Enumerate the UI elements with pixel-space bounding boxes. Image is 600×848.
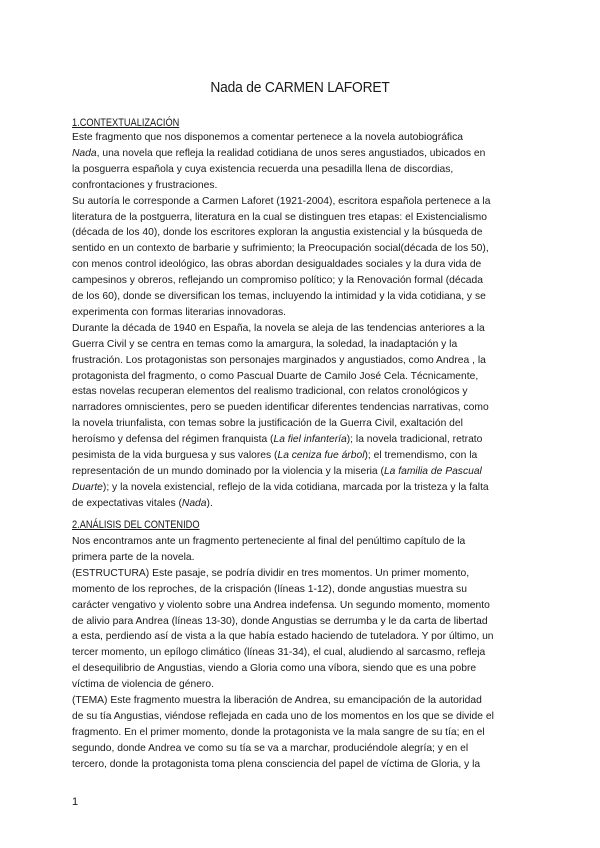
text-run: con menos control ideológico, las obras abordan desigualdades sociales y la dura vida de bbox=[72, 259, 482, 271]
text-run: representación de un mundo dominado por la violencia y la miseria ( bbox=[72, 465, 384, 477]
body-text-line bbox=[72, 322, 485, 336]
body-text-line bbox=[72, 385, 468, 399]
body-text-line bbox=[72, 662, 476, 676]
italic-title-text: La fiel infantería bbox=[273, 434, 347, 446]
body-text-line bbox=[72, 147, 485, 161]
text-run: a esta, perdiendo así de vista a la que había estado haciendo de tuteladora. Y por último, un bbox=[72, 631, 494, 643]
text-run: de expectativas vitales ( bbox=[72, 497, 182, 509]
text-run: Guerra Civil y se centra en temas como la amargura, la soledad, la inadaptación y la bbox=[72, 338, 458, 350]
body-text-line bbox=[72, 274, 483, 288]
text-run: (ESTRUCTURA) Este pasaje, se podría dividir en tres momentos. Un primer momento, bbox=[72, 567, 470, 579]
body-text-line bbox=[72, 551, 195, 565]
body-text-line bbox=[72, 583, 467, 597]
text-run: momento de los reproches, de la crispación (líneas 1-12), donde angustias muestra su bbox=[72, 583, 467, 595]
text-run: fragmento. En el primer momento, donde la protagonista ve la mala sangre de su tía; en el bbox=[72, 726, 485, 738]
body-text-line bbox=[72, 179, 217, 193]
text-run: carácter vengativo y violento sobre una Andrea indefensa. Un segundo momento, momento bbox=[72, 599, 490, 611]
text-run: de su tía Angustias, viéndose reflejada en cada uno de los momentos en los que se divide el bbox=[72, 710, 494, 722]
text-run: campesinos y obreros, reflejando un compromiso político; y la Renovación formal (década bbox=[72, 275, 483, 287]
text-run: segundo, donde Andrea ve como su tía se va a marchar, produciéndole alegría; y en el bbox=[72, 742, 469, 754]
body-text-line bbox=[72, 742, 468, 756]
italic-title-text: Duarte bbox=[72, 481, 103, 493]
text-run: experimenta con formas literarias innovadoras. bbox=[72, 306, 287, 318]
text-run: ). bbox=[206, 497, 213, 509]
body-text-line bbox=[72, 306, 286, 320]
body-text-line bbox=[72, 354, 486, 368]
text-run: Este fragmento que nos disponemos a comentar pertenece a la novela autobiográfica bbox=[72, 132, 463, 143]
text-run: Su autoría le corresponde a Carmen Laforet (1921-2004), escritora española pertenece a la bbox=[72, 195, 491, 207]
body-text-line bbox=[72, 646, 485, 660]
text-run: ); la novela tradicional, retrato bbox=[346, 434, 483, 446]
italic-title-text: Nada bbox=[181, 497, 207, 509]
italic-title-text: Nada bbox=[72, 147, 97, 159]
text-run: Nos encontramos ante un fragmento perteneciente al final del penúltimo capítulo de la bbox=[72, 536, 466, 547]
text-run: pesimista de la vida burguesa y sus valores ( bbox=[72, 450, 278, 461]
body-text-line bbox=[72, 338, 457, 352]
body-text-line bbox=[72, 465, 482, 479]
body-text-line bbox=[72, 710, 494, 724]
body-text-line bbox=[72, 290, 486, 304]
body-text-line bbox=[72, 599, 490, 613]
body-text-line bbox=[72, 481, 489, 495]
body-text-line bbox=[72, 195, 490, 209]
text-run: estas novelas recuperan elementos del realismo tradicional, con relatos cronológicos y bbox=[72, 386, 468, 398]
body-text-line bbox=[72, 433, 482, 447]
body-text-line bbox=[72, 226, 482, 240]
text-run: tercer momento, un epílogo climático (líneas 31-34), el cual, aludiendo al sarcasmo, refleja bbox=[72, 647, 486, 659]
text-run: la posguerra española y cuya existencia recuerda una pesadilla llena de discordias, bbox=[72, 163, 454, 175]
body-text-line bbox=[72, 401, 489, 415]
body-text-line bbox=[72, 694, 482, 708]
text-run: narradores omniscientes, pero se pueden identificar diferentes tendencias narrativas, como bbox=[72, 402, 489, 414]
body-text-line bbox=[72, 535, 465, 549]
body-text-line bbox=[72, 417, 463, 431]
section-heading: 2.ANÁLISIS DEL CONTENIDO bbox=[72, 519, 200, 531]
text-run: ); y la novela existencial, reflejo de la vida cotidiana, marcada por la tristeza y la falta bbox=[102, 481, 489, 493]
text-run: la novela triunfalista, con temas sobre la justificación de la Guerra Civil, exaltación del bbox=[72, 418, 463, 430]
body-text-line bbox=[72, 211, 487, 225]
body-text-line bbox=[72, 131, 463, 145]
text-run: (TEMA) Este fragmento muestra la liberación de Andrea, su emancipación de la autoridad bbox=[72, 695, 482, 706]
text-run: de alivio para Andrea (líneas 13-30), donde Angustias se derrumba y le da carta de libertad bbox=[72, 615, 488, 627]
document-title: Nada de CARMEN LAFORET bbox=[210, 79, 390, 96]
text-run: de los 60), donde se diversifican los temas, incluyendo la intimidad y la vida cotidiana, y se bbox=[72, 291, 486, 302]
text-run: primera parte de la novela. bbox=[72, 551, 195, 563]
body-text-line bbox=[72, 630, 494, 644]
italic-title-text: La ceniza fue árbol bbox=[277, 450, 365, 461]
section-heading: 1.CONTEXTUALIZACIÓN bbox=[72, 117, 180, 129]
text-run: víctima de violencia de género. bbox=[72, 679, 214, 691]
text-run: (década de los 40), donde los escritores exploran la angustia existencial y la búsqueda de bbox=[72, 227, 483, 239]
body-text-line bbox=[72, 258, 481, 272]
text-run: tercero, donde la protagonista toma plena consciencia del papel de víctima de Gloria, y la bbox=[72, 758, 481, 770]
italic-title-text: La familia de Pascual bbox=[383, 465, 482, 477]
text-run: protagonista del fragmento, o como Pascual Duarte de Camilo José Cela. Técnicamente, bbox=[72, 370, 479, 382]
text-run: confrontaciones y frustraciones. bbox=[72, 179, 218, 191]
body-text-line bbox=[72, 567, 469, 581]
text-run: heroísmo y defensa del régimen franquista ( bbox=[72, 434, 274, 446]
text-run: el desequilibrio de Angustias, viendo a Gloria como una víbora, siendo que es una pobre bbox=[72, 663, 477, 675]
text-run: sentido en un contexto de barbarie y sufrimiento; la Preocupación social(década de los 50), bbox=[72, 243, 489, 255]
text-run: Durante la década de 1940 en España, la novela se aleja de las tendencias anteriores a la bbox=[72, 322, 485, 334]
body-text-line bbox=[72, 449, 477, 463]
text-run: ); el tremendismo, con la bbox=[364, 450, 478, 461]
page-number: 1 bbox=[72, 796, 79, 808]
body-text-line bbox=[72, 678, 214, 692]
text-run: , una novela que refleja la realidad cotidiana de unos seres angustiados, ubicados en bbox=[96, 147, 486, 159]
text-run: literatura de la postguerra, literatura en la cual se distinguen tres etapas: el Existencialismo bbox=[72, 211, 487, 223]
body-text-line bbox=[72, 497, 213, 511]
body-text-line bbox=[72, 726, 485, 740]
body-text-line bbox=[72, 370, 478, 384]
body-text-line bbox=[72, 758, 480, 772]
body-text-line bbox=[72, 242, 489, 256]
text-run: frustración. Los protagonistas son personajes marginados y angustiados, como Andrea , la bbox=[72, 354, 486, 366]
body-text-line bbox=[72, 615, 488, 629]
body-text-line bbox=[72, 163, 453, 177]
